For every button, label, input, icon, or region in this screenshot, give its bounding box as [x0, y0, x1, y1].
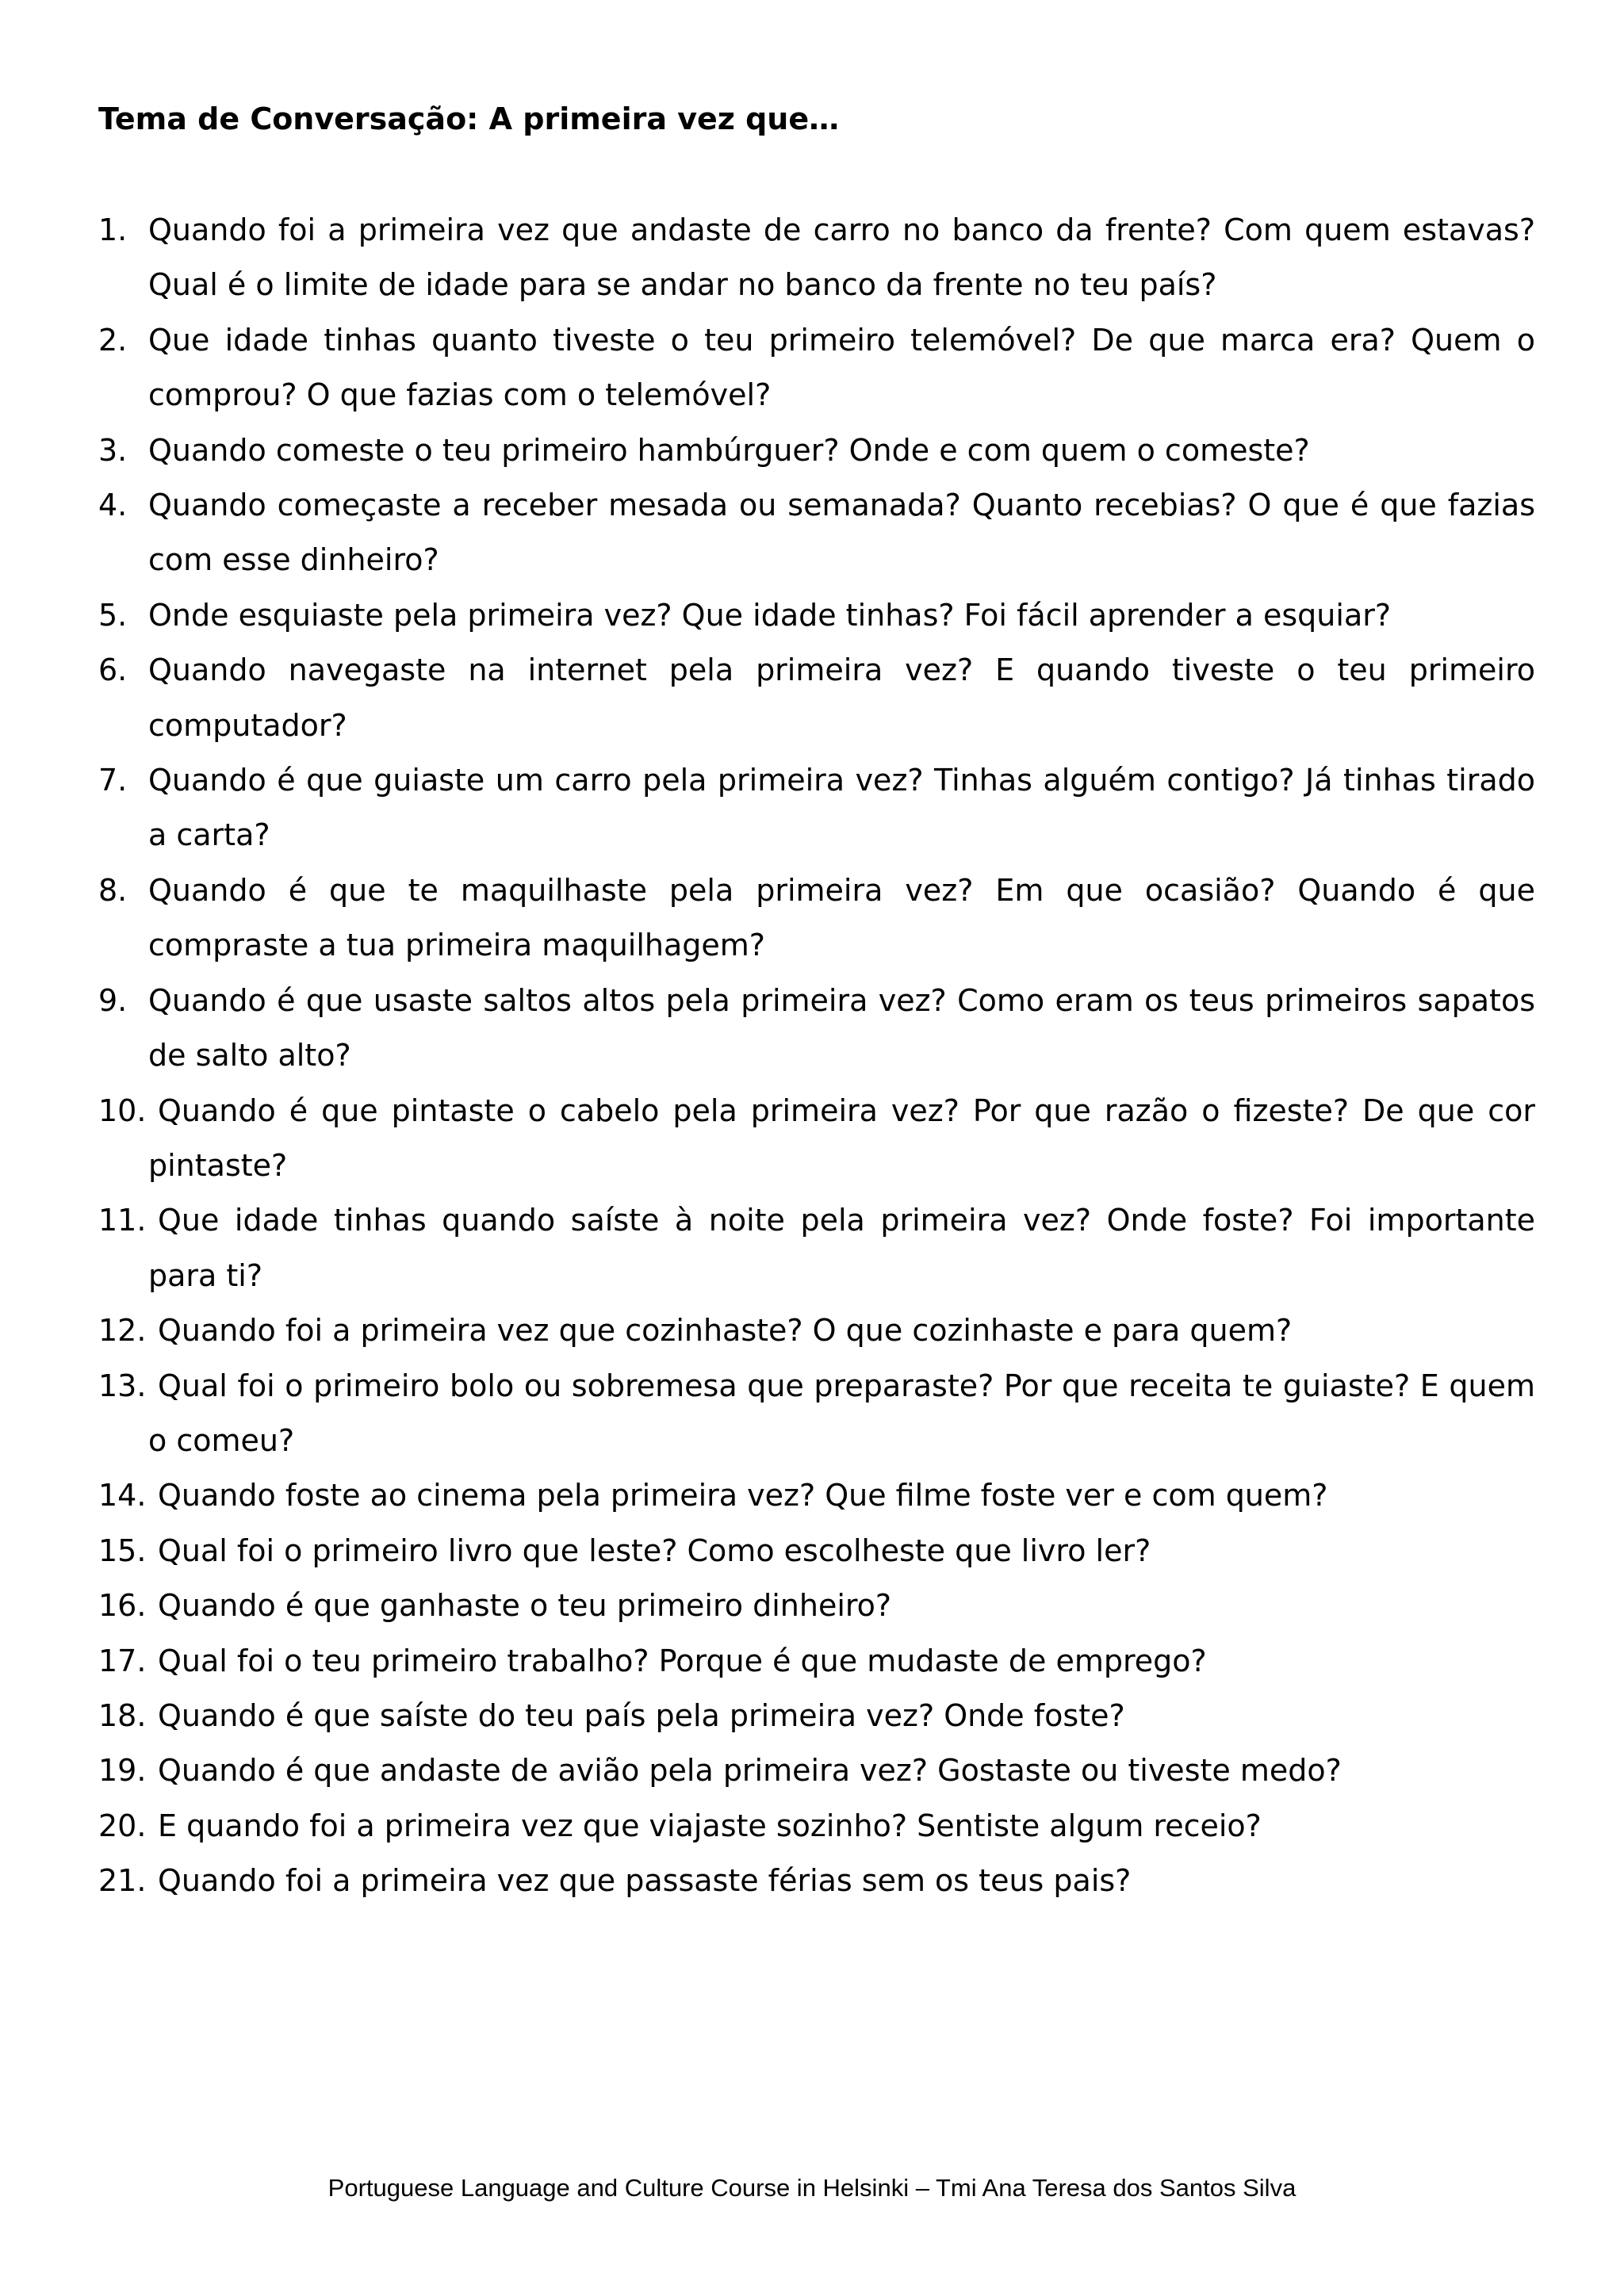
question-item [98, 643, 1535, 753]
question-item [98, 1634, 1535, 1689]
question-text: Quando começaste a receber mesada ou semanada? Quanto recebias? O que é que fazias com esse dinheiro? [148, 488, 1535, 578]
question-text: Que idade tinhas quando saíste à noite pela primeira vez? Onde foste? Foi importante para ti? [148, 1203, 1535, 1293]
question-text: Qual foi o primeiro bolo ou sobremesa que preparaste? Por que receita te guiaste? E quem o comeu? [148, 1368, 1535, 1458]
question-number: 7. [98, 763, 128, 798]
question-item [98, 1578, 1535, 1633]
question-text: Quando foi a primeira vez que cozinhaste? O que cozinhaste e para quem? [158, 1313, 1293, 1349]
question-item [98, 423, 1535, 478]
question-number: 5. [98, 597, 128, 633]
question-item [98, 1524, 1535, 1578]
question-number: 21. [98, 1863, 147, 1899]
question-item [98, 1193, 1535, 1303]
question-text: Quando foste ao cinema pela primeira vez? Que filme foste ver e com quem? [158, 1478, 1328, 1513]
question-number: 14. [98, 1478, 147, 1513]
question-text: Quando é que usaste saltos altos pela primeira vez? Como eram os teus primeiros sapatos de salto alto? [148, 982, 1535, 1073]
question-text: Quando é que saíste do teu país pela primeira vez? Onde foste? [158, 1697, 1125, 1733]
question-item [98, 753, 1535, 863]
question-text: Quando foi a primeira vez que passaste férias sem os teus pais? [158, 1863, 1132, 1899]
question-number: 17. [98, 1643, 147, 1678]
question-number: 18. [98, 1697, 147, 1733]
page-title: Tema de Conversação: A primeira vez que… [98, 101, 840, 136]
question-item [98, 1854, 1535, 1908]
question-text: Que idade tinhas quanto tiveste o teu primeiro telemóvel? De que marca era? Quem o comprou? O que fazias com o telemóvel? [148, 322, 1535, 413]
question-item [98, 588, 1535, 643]
question-text: Quando é que guiaste um carro pela primeira vez? Tinhas alguém contigo? Já tinhas tirado a carta? [148, 763, 1535, 853]
question-number: 8. [98, 872, 128, 908]
question-number: 13. [98, 1368, 147, 1403]
question-list [98, 203, 1535, 1909]
question-text: Quando é que ganhaste o teu primeiro dinheiro? [158, 1588, 892, 1624]
question-text: Onde esquiaste pela primeira vez? Que idade tinhas? Foi fácil aprender a esquiar? [148, 597, 1392, 633]
question-item [98, 1468, 1535, 1523]
question-item [98, 1303, 1535, 1358]
question-item [98, 974, 1535, 1084]
question-number: 12. [98, 1313, 147, 1349]
question-item [98, 478, 1535, 588]
question-text: Quando foi a primeira vez que andaste de carro no banco da frente? Com quem estavas? Qual é o limite de idade para se andar no banco da frente no teu país? [148, 212, 1535, 303]
question-item [98, 203, 1535, 313]
page-footer: Portuguese Language and Culture Course in Helsinki – Tmi Ana Teresa dos Santos Silva [327, 2174, 1297, 2202]
question-number: 3. [98, 432, 128, 468]
question-item [98, 1689, 1535, 1743]
question-item [98, 1799, 1535, 1854]
question-text: Qual foi o teu primeiro trabalho? Porque é que mudaste de emprego? [158, 1643, 1207, 1678]
question-text: Quando é que te maquilhaste pela primeira vez? Em que ocasião? Quando é que compraste a tua primeira maquilhagem? [148, 872, 1535, 963]
question-item [98, 863, 1535, 974]
question-number: 16. [98, 1588, 147, 1624]
question-number: 6. [98, 652, 128, 688]
question-text: Quando é que andaste de avião pela primeira vez? Gostaste ou tiveste medo? [158, 1753, 1342, 1789]
question-text: Quando é que pintaste o cabelo pela primeira vez? Por que razão o fizeste? De que cor pintaste? [148, 1093, 1535, 1183]
question-number: 9. [98, 982, 128, 1018]
question-number: 2. [98, 322, 128, 358]
question-text: Qual foi o primeiro livro que leste? Como escolheste que livro ler? [158, 1533, 1151, 1568]
question-item [98, 1084, 1535, 1194]
question-text: Quando comeste o teu primeiro hambúrguer? Onde e com quem o comeste? [148, 432, 1310, 468]
question-number: 10. [98, 1093, 147, 1128]
question-number: 4. [98, 488, 128, 523]
question-number: 1. [98, 212, 128, 247]
question-item [98, 1743, 1535, 1798]
question-number: 20. [98, 1808, 147, 1843]
question-item [98, 313, 1535, 423]
question-item [98, 1359, 1535, 1469]
question-number: 15. [98, 1533, 147, 1568]
question-text: E quando foi a primeira vez que viajaste sozinho? Sentiste algum receio? [158, 1808, 1262, 1843]
question-number: 11. [98, 1203, 147, 1238]
question-number: 19. [98, 1753, 147, 1789]
question-text: Quando navegaste na internet pela primeira vez? E quando tiveste o teu primeiro computador? [148, 652, 1535, 743]
